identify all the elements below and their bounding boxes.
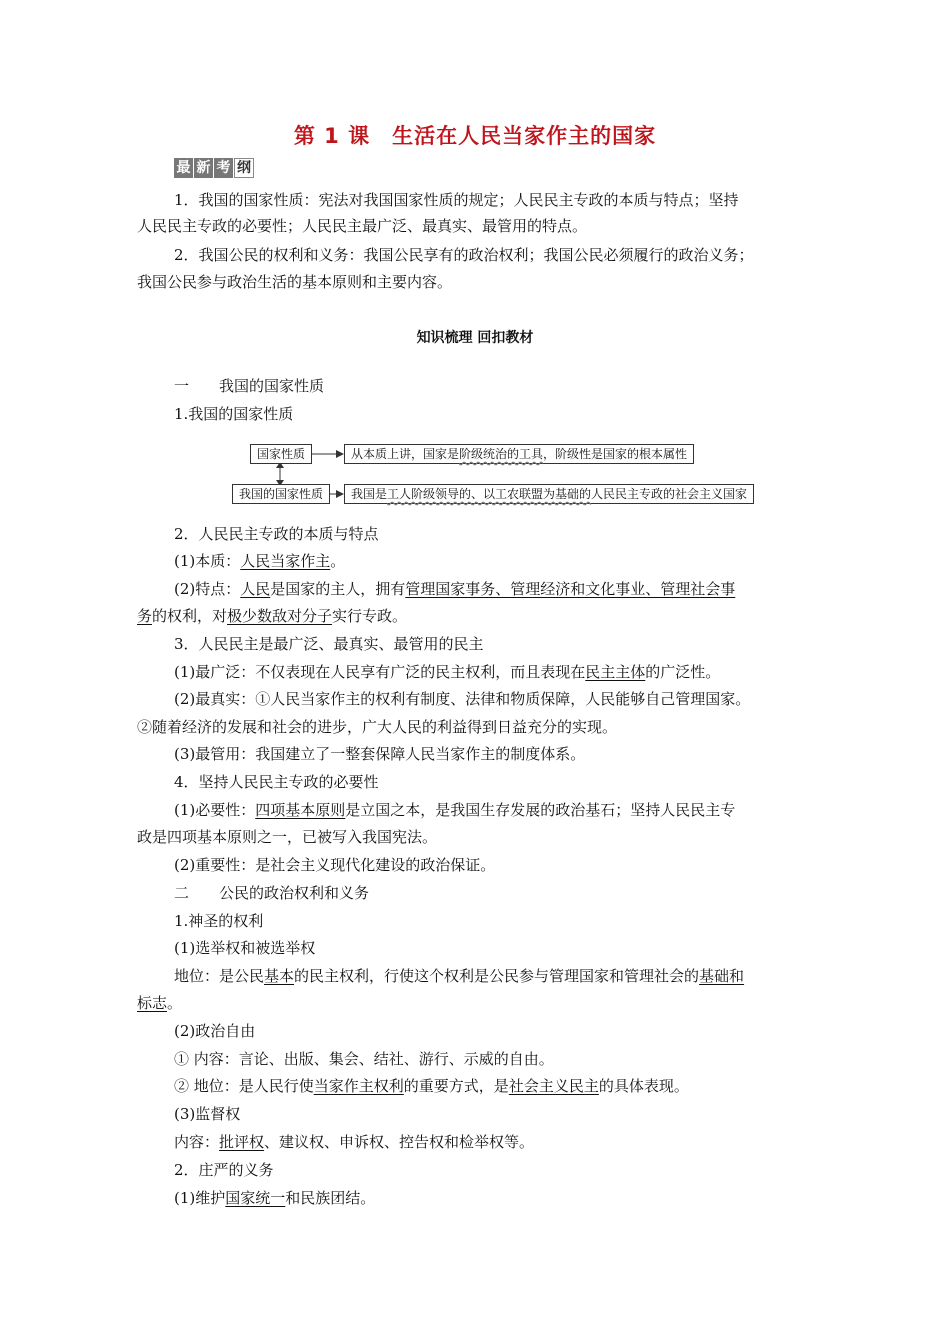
outline-line: 2．我国公民的权利和义务：我国公民享有的政治权利；我国公民必须履行的政治义务； xyxy=(174,246,754,264)
badge-char: 新 xyxy=(194,158,213,178)
text: 的广泛性。 xyxy=(645,663,721,681)
text: 的民主权利，行使这个权利是公民参与管理国家和管理社会的 xyxy=(294,967,700,985)
key-term: 国家统一 xyxy=(225,1189,286,1207)
paragraph xyxy=(174,800,735,820)
paragraph: (2)重要性：是社会主义现代化建设的政治保证。 xyxy=(174,856,496,874)
subheading: (3)监督权 xyxy=(174,1105,241,1123)
text: (1)维护 xyxy=(174,1189,226,1207)
diagram-box-china-definition xyxy=(344,484,754,504)
key-term: 人民当家作主 xyxy=(240,552,331,570)
section-heading: 知识梳理 回扣教材 xyxy=(416,330,534,346)
text: ② 地位：是人民行使 xyxy=(174,1077,314,1095)
box-key-phrase: 工人阶级领导的、以工农联盟为基础的 xyxy=(387,487,592,501)
paragraph xyxy=(137,606,407,626)
outline-line: 1．我国的国家性质：宪法对我国国家性质的规定；人民民主专政的本质与特点；坚持 xyxy=(174,191,739,209)
text: 内容： xyxy=(174,1133,220,1151)
text: (2)特点： xyxy=(174,580,241,598)
text: 和民族团结。 xyxy=(285,1189,376,1207)
paragraph xyxy=(174,966,744,986)
text: 地位：是公民 xyxy=(174,967,265,985)
paragraph: (2)最真实：①人民当家作主的权利有制度、法律和物质保障，人民能够自己管理国家。 xyxy=(174,690,751,708)
text: 的具体表现。 xyxy=(598,1077,689,1095)
key-term: 基本 xyxy=(264,967,295,985)
text: 。 xyxy=(330,552,346,570)
key-term: 基础和 xyxy=(699,967,745,985)
text: (1)最广泛：不仅表现在人民享有广泛的民主权利，而且表现在 xyxy=(174,663,586,681)
paragraph xyxy=(174,579,735,599)
subheading: (2)政治自由 xyxy=(174,1022,256,1040)
paragraph xyxy=(174,1076,689,1096)
diagram-box-china-nature: 我国的国家性质 xyxy=(232,484,330,504)
box-key-phrase: 阶级统治的工具 xyxy=(459,447,544,461)
subheading: 2．庄严的义务 xyxy=(174,1161,274,1179)
badge-char: 最 xyxy=(174,158,193,178)
key-term: 民主主体 xyxy=(585,663,646,681)
text: (1)必要性： xyxy=(174,801,256,819)
paragraph: (3)最管用：我国建立了一整套保障人民当家作主的制度体系。 xyxy=(174,745,586,763)
key-term: 管理国家事务、管理经济和文化事业、管理社会事 xyxy=(405,580,736,598)
text: 的权利，对 xyxy=(152,607,228,625)
outline-line: 我国公民参与政治生活的基本原则和主要内容。 xyxy=(137,273,453,291)
paragraph: 政是四项基本原则之一，已被写入我国宪法。 xyxy=(137,828,438,846)
key-term: 人民 xyxy=(240,580,271,598)
paragraph xyxy=(174,1132,534,1152)
paragraph xyxy=(174,662,720,682)
text: 、建议权、申诉权、控告权和检举权等。 xyxy=(264,1133,535,1151)
part-heading: 一 我国的国家性质 xyxy=(174,377,325,395)
box-text: 从本质上讲，国家是 xyxy=(351,447,460,461)
key-term: 当家作主权利 xyxy=(313,1077,404,1095)
text: (1)本质： xyxy=(174,552,241,570)
key-term: 批评权 xyxy=(219,1133,265,1151)
key-term: 四项基本原则 xyxy=(255,801,346,819)
text: 实行专政。 xyxy=(332,607,408,625)
page-title: 第 1 课 生活在人民当家作主的国家 xyxy=(293,124,657,148)
text: 是立国之本，是我国生存发展的政治基石；坚持人民民主专 xyxy=(345,801,736,819)
subheading: 2．人民民主专政的本质与特点 xyxy=(174,525,379,543)
box-text: ，阶级性是国家的根本属性 xyxy=(543,447,688,461)
part-heading: 二 公民的政治权利和义务 xyxy=(174,884,370,902)
paragraph: ②随着经济的发展和社会的进步，广大人民的利益得到日益充分的实现。 xyxy=(137,718,618,736)
key-term: 社会主义民主 xyxy=(508,1077,599,1095)
paragraph xyxy=(174,551,345,571)
text: 的重要方式，是 xyxy=(403,1077,509,1095)
key-term: 标志 xyxy=(137,994,168,1012)
paragraph: ① 内容：言论、出版、集会、结社、游行、示威的自由。 xyxy=(174,1050,554,1068)
text: 是国家的主人，拥有 xyxy=(270,580,406,598)
latest-syllabus-badge xyxy=(174,158,254,179)
outline-line: 人民民主专政的必要性；人民民主最广泛、最真实、最管用的特点。 xyxy=(137,217,588,235)
diagram-box-state-nature: 国家性质 xyxy=(250,444,312,464)
diagram-box-definition xyxy=(344,444,694,464)
subheading: 3．人民民主是最广泛、最真实、最管用的民主 xyxy=(174,635,484,653)
subheading: 1.我国的国家性质 xyxy=(174,405,294,423)
paragraph xyxy=(137,993,182,1013)
subheading: (1)选举权和被选举权 xyxy=(174,939,316,957)
key-term: 务 xyxy=(137,607,153,625)
subheading: 4．坚持人民民主专政的必要性 xyxy=(174,773,379,791)
badge-char: 考 xyxy=(214,158,233,178)
key-term: 极少数敌对分子 xyxy=(227,607,333,625)
text: 。 xyxy=(167,994,183,1012)
concept-diagram xyxy=(232,440,762,510)
subheading: 1.神圣的权利 xyxy=(174,912,264,930)
box-text: 人民民主专政的社会主义国家 xyxy=(591,487,748,501)
paragraph xyxy=(174,1188,375,1208)
badge-char: 纲 xyxy=(234,158,254,178)
box-text: 我国是 xyxy=(351,487,388,501)
